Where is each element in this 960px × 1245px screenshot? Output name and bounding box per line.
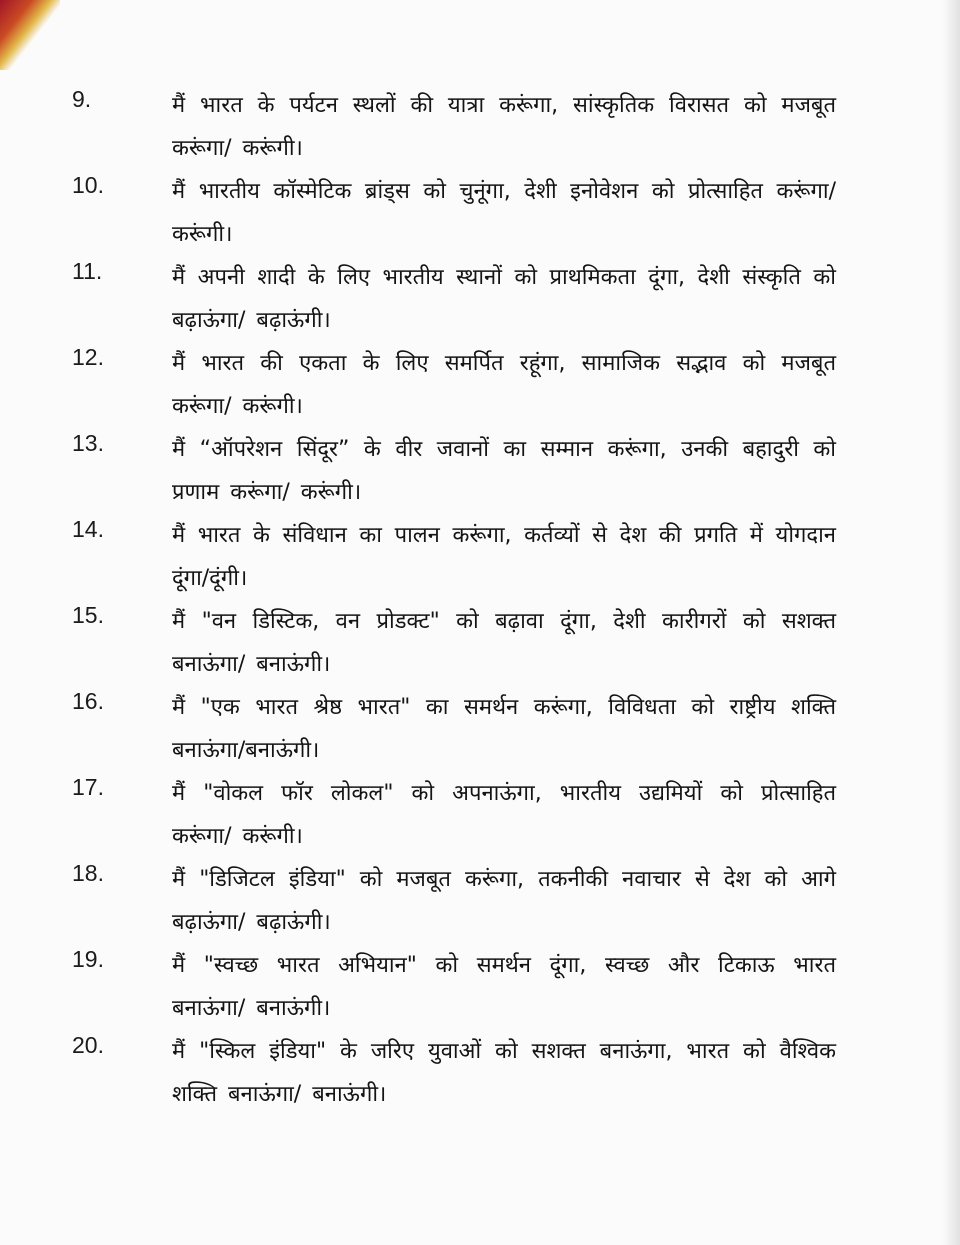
pledge-item — [0, 940, 960, 1026]
pledge-number: 15. — [72, 602, 104, 628]
pledge-number: 9. — [72, 86, 92, 112]
pledge-text: मैं भारत की एकता के लिए समर्पित रहूंगा, सामाजिक सद्भाव को मजबूत करूंगा/ करूंगी। — [172, 351, 836, 419]
pledge-number: 17. — [72, 774, 104, 800]
pledge-item — [0, 510, 960, 596]
corner-decoration — [0, 0, 60, 70]
pledge-text: मैं भारतीय कॉस्मेटिक ब्रांड्स को चुनूंगा, देशी इनोवेशन को प्रोत्साहित करूंगा/ करूंगी। — [172, 179, 836, 247]
pledge-item — [0, 854, 960, 940]
pledge-number: 14. — [72, 516, 104, 542]
pledge-text: मैं भारत के संविधान का पालन करूंगा, कर्तव्यों से देश की प्रगति में योगदान दूंगा/दूंगी। — [172, 523, 836, 591]
pledge-number: 19. — [72, 946, 104, 972]
pledge-item — [0, 768, 960, 854]
pledge-text: मैं "स्किल इंडिया" के जरिए युवाओं को सशक्त बनाऊंगा, भारत को वैश्विक शक्ति बनाऊंगा/ बनाऊंगी। — [172, 1039, 836, 1107]
pledge-text: मैं "वन डिस्टिक, वन प्रोडक्ट" को बढ़ावा दूंगा, देशी कारीगरों को सशक्त बनाऊंगा/ बनाऊंगी। — [172, 609, 836, 677]
pledge-number: 11. — [72, 258, 103, 284]
pledge-text: मैं "स्वच्छ भारत अभियान" को समर्थन दूंगा, स्वच्छ और टिकाऊ भारत बनाऊंगा/ बनाऊंगी। — [172, 953, 836, 1021]
pledge-text: मैं "वोकल फॉर लोकल" को अपनाऊंगा, भारतीय उद्यमियों को प्रोत्साहित करूंगा/ करूंगी। — [172, 781, 836, 849]
pledge-list — [0, 80, 960, 1112]
pledge-number: 13. — [72, 430, 104, 456]
pledge-item — [0, 1026, 960, 1112]
pledge-text: मैं भारत के पर्यटन स्थलों की यात्रा करूंगा, सांस्कृतिक विरासत को मजबूत करूंगा/ करूंगी। — [172, 93, 836, 161]
pledge-item — [0, 338, 960, 424]
pledge-item — [0, 252, 960, 338]
pledge-item — [0, 596, 960, 682]
pledge-text: मैं "डिजिटल इंडिया" को मजबूत करूंगा, तकनीकी नवाचार से देश को आगे बढ़ाऊंगा/ बढ़ाऊंगी। — [172, 867, 836, 935]
pledge-item — [0, 166, 960, 252]
pledge-number: 12. — [72, 344, 104, 370]
pledge-item — [0, 682, 960, 768]
pledge-number: 10. — [72, 172, 104, 198]
pledge-item — [0, 424, 960, 510]
pledge-number: 20. — [72, 1032, 104, 1058]
pledge-text: मैं "एक भारत श्रेष्ठ भारत" का समर्थन करूंगा, विविधता को राष्ट्रीय शक्ति बनाऊंगा/बनाऊंगी। — [172, 695, 836, 763]
pledge-item — [0, 80, 960, 166]
pledge-text: मैं “ऑपरेशन सिंदूर” के वीर जवानों का सम्मान करूंगा, उनकी बहादुरी को प्रणाम करूंगा/ करूंगी। — [172, 437, 836, 505]
pledge-number: 18. — [72, 860, 104, 886]
pledge-number: 16. — [72, 688, 104, 714]
pledge-text: मैं अपनी शादी के लिए भारतीय स्थानों को प्राथमिकता दूंगा, देशी संस्कृति को बढ़ाऊंगा/ बढ़ाऊंगी। — [172, 265, 836, 333]
